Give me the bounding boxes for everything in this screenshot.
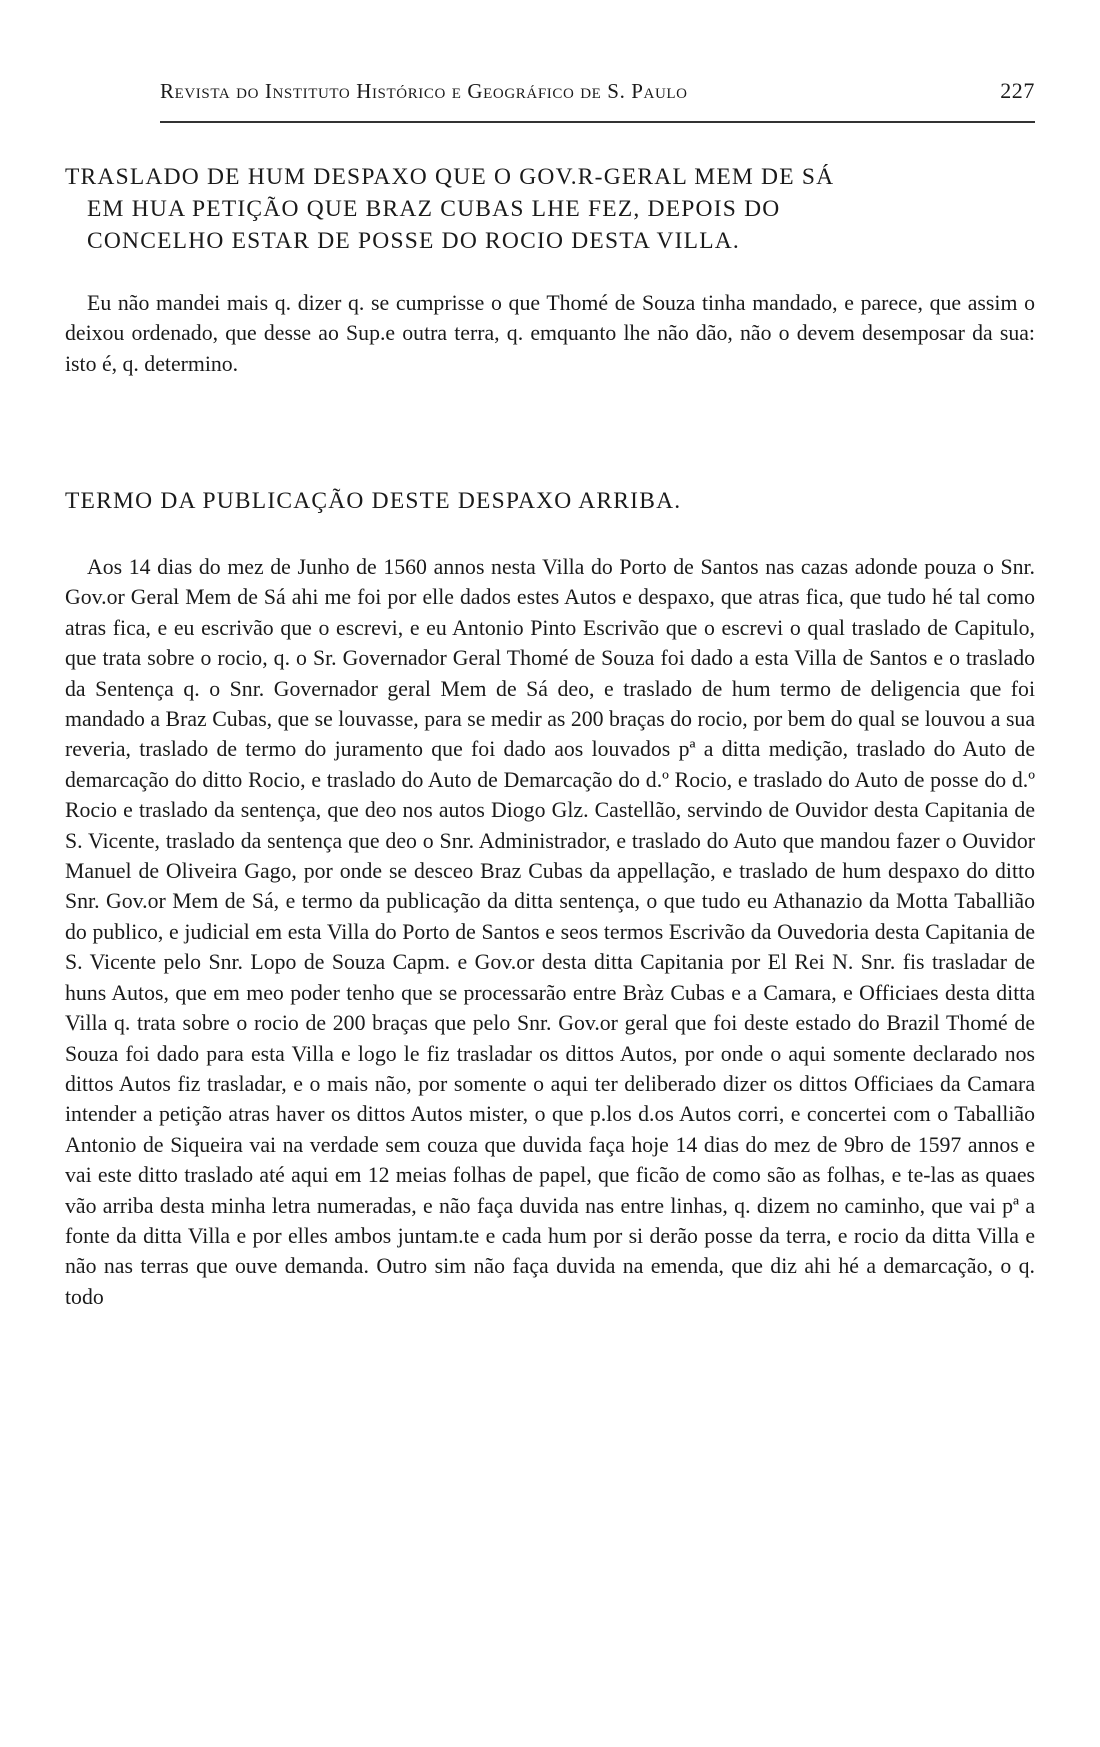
- section-title-line: EM HUA PETIÇÃO QUE BRAZ CUBAS LHE FEZ, DEPOIS DO: [87, 196, 781, 222]
- document-page: [65, 0, 1035, 1747]
- journal-title: Revista do Instituto Histórico e Geográfico de S. Paulo: [160, 79, 688, 103]
- running-header: [160, 78, 1035, 108]
- section-title: TERMO DA PUBLICAÇÃO DESTE DESPAXO ARRIBA.: [65, 488, 682, 514]
- section-title: [65, 161, 1035, 257]
- section-body: Aos 14 dias do mez de Junho de 1560 annos nesta Villa do Porto de Santos nas cazas adonde pouza o Snr. Gov.or Geral Mem de Sá ahi me foi por elle dados estes Autos e despaxo, que atras fica, que tudo hé tal como atras fica, e eu escrivão que o escrevi, e eu Antonio Pinto Escrivão que o escrevi o qual traslado de Capitulo, que trata sobre o rocio, q. o Sr. Governador Geral Thomé de Souza foi dado a esta Villa de Santos e o traslado da Sentença q. o Snr. Governador geral Mem de Sá deo, e traslado de hum termo de deligencia que foi mandado a Braz Cubas, que se louvasse, para se medir as 200 braças do rocio, por bem do qual se louvou a sua reveria, traslado de termo do juramento que foi dado aos louvados pª a ditta medição, traslado do Auto de demarcação do ditto Rocio, e traslado do Auto de Demarcação do d.º Rocio, e traslado do Auto de posse do d.º Rocio e traslado da sentença, que deo nos autos Diogo Glz. Castellão, servindo de Ouvidor desta Capitania de S. Vicente, traslado da sentença que deo o Snr. Administrador, e traslado do Auto que mandou fazer o Ouvidor Manuel de Oliveira Gago, por onde se desceo Braz Cubas da appellação, e traslado de hum despaxo do ditto Snr. Gov.or Mem de Sá, e termo da publicação da ditta sentença, o que tudo eu Athanazio da Motta Taballião do publico, e judicial em esta Villa do Porto de Santos e seos termos Escrivão da Ouvedoria desta Capitania de S. Vicente pelo Snr. Lopo de Souza Capm. e Gov.or desta ditta Capitania por El Rei N. Snr. fis trasladar de huns Autos, que em meo poder tenho que se processarão entre Bràz Cubas e a Camara, e Officiaes desta ditta Villa q. trata sobre o rocio de 200 braças que pelo Snr. Gov.or geral que foi deste estado do Brazil Thomé de Souza foi dado para esta Villa e logo le fiz trasladar os dittos Autos, por onde o aqui somente declarado nos dittos Autos fiz trasladar, e o mais não, por somente o aqui ter deliberado dizer os dittos Officiaes da Camara intender a petição atras haver os dittos Autos mister, o que p.los d.os Autos corri, e concertei com o Taballião Antonio de Siqueira vai na verdade sem couza que duvida faça hoje 14 dias do mez de 9bro de 1597 annos e vai este ditto traslado até aqui em 12 meias folhas de papel, que ficão de como são as folhas, e te-las as quaes vão arriba desta minha letra numeradas, e não faça duvida nas entre linhas, q. dizem no caminho, que vai pª a fonte da ditta Villa e por elles ambos juntam.te e cada hum por si derão posse da terra, e rocio da ditta Villa e não nas terras que ouve demanda. Outro sim não faça duvida na emenda, que diz ahi hé a demarcação, o q. todo: [65, 555, 1035, 1309]
- header-rule: [160, 121, 1035, 123]
- section-title-line: CONCELHO ESTAR DE POSSE DO ROCIO DESTA VILLA.: [87, 228, 740, 254]
- section-body: Eu não mandei mais q. dizer q. se cumprisse o que Thomé de Souza tinha mandado, e parece, que assim o deixou ordenado, que desse ao Sup.e outra terra, q. emquanto lhe não dão, não o devem desemposar da sua: isto é, q. determino.: [65, 291, 1035, 376]
- section-title-line: TRASLADO DE HUM DESPAXO QUE O GOV.R-GERAL MEM DE SÁ: [65, 164, 835, 190]
- page-number: 227: [1000, 78, 1035, 103]
